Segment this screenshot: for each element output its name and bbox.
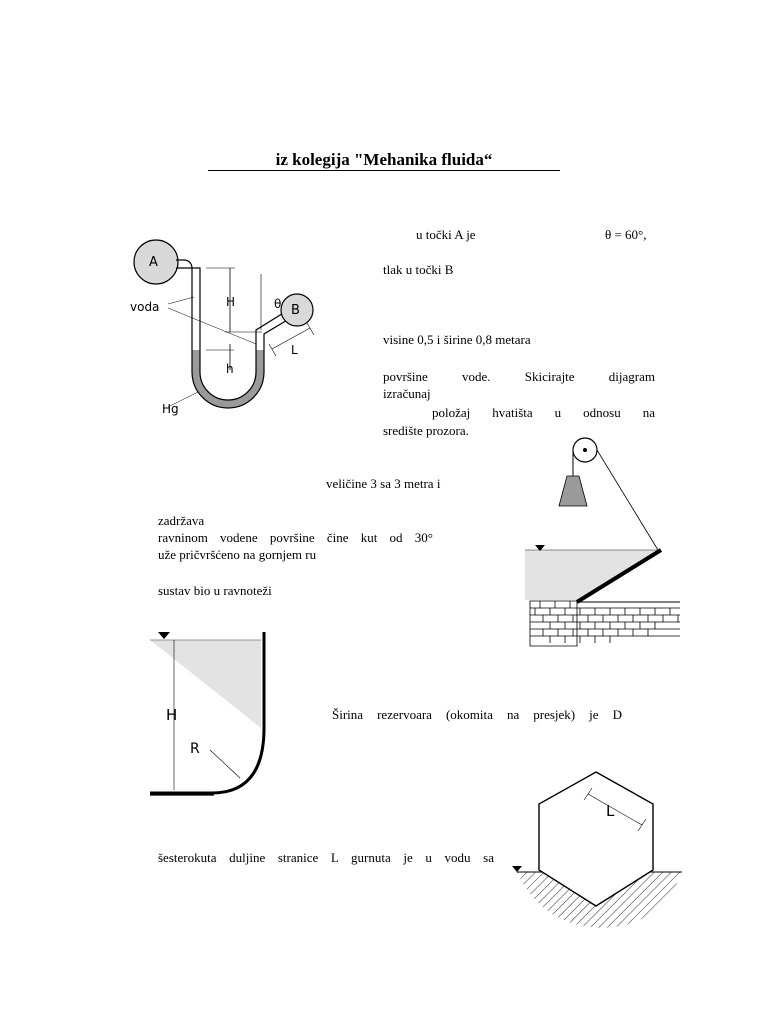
label-tank-h: H [166,706,178,724]
label-a: A [149,255,158,270]
u-tube-outer [176,260,289,408]
task4-line1: Širina rezervoara (okomita na presjek) je D [332,707,622,722]
l-tick-1 [269,344,276,356]
task2-line2: površine vode. Skicirajte dijagram [383,369,655,384]
label-voda: voda [130,300,160,314]
label-tank-r: R [190,741,200,757]
label-hg: Hg [162,402,179,416]
pulley-axle [583,448,587,452]
task2-line4: položaj hvatišta u odnosu na [432,405,655,420]
label-h-small: h [226,362,234,376]
task1-angle: θ = 60°, [605,227,647,242]
task2-line5: središte prozora. [383,423,469,438]
manometer-figure [120,232,330,427]
gate-figure [525,436,685,646]
label-l: L [291,343,298,357]
rope-gate [597,450,658,550]
task1-line1: u točki A je [416,227,476,242]
voda-pointer-2 [168,308,256,344]
task2-line1: visine 0,5 i širine 0,8 metara [383,332,531,347]
task1-line2: tlak u točki B [383,262,454,277]
task3-line4: uže pričvršćeno na gornjem ru [158,547,317,562]
tank-r-pointer [210,750,240,778]
title-underline [208,170,560,171]
tank-figure [148,628,273,800]
task3-line2: zadržava [158,513,205,528]
task3-line1: veličine 3 sa 3 metra i [326,476,441,491]
label-b: B [291,303,300,318]
label-h-big: H [226,295,236,309]
task2-line3: izračunaj [383,386,431,401]
task5-line1: šesterokuta duljine stranice L gurnuta je u vodu sa [158,850,494,865]
counterweight [559,476,587,506]
hexagon-figure [512,768,687,933]
document-title: iz kolegija "Mehanika fluida“ [275,150,493,169]
tank-level-marker [158,632,170,639]
voda-pointer-1 [168,297,194,304]
brick-wall [530,601,680,646]
label-theta: θ [274,297,282,311]
label-hex-l: L [606,802,615,820]
task3-line5: sustav bio u ravnoteži [158,583,272,598]
hex-level-marker [512,866,522,872]
u-tube-fill [192,350,264,408]
task3-line3: ravninom vodene površine čine kut od 30° [158,530,433,545]
